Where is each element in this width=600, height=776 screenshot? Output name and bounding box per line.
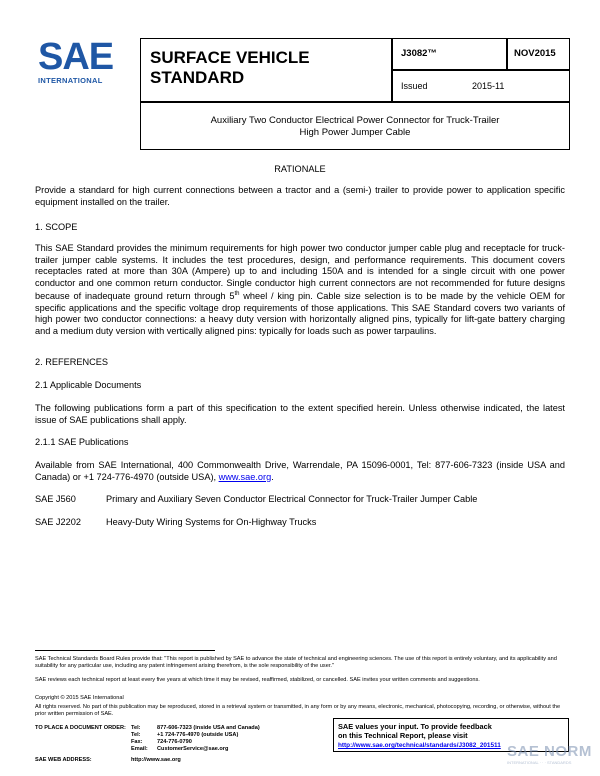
feedback-line2: on this Technical Report, please visit: [338, 731, 468, 740]
rationale-text: Provide a standard for high current connections between a tractor and a (semi-) trailer to provide power to application specific equipment installed on the trailer.: [35, 185, 565, 207]
doc-id: J3082™: [401, 48, 437, 59]
standard-type-line1: SURFACE VEHICLE: [150, 48, 310, 67]
watermark-subtext: INTERNATIONAL · · · STANDARDS: [507, 760, 572, 765]
scope-text: [35, 243, 565, 337]
feedback-line1: SAE values your input. To provide feedback: [338, 722, 492, 731]
watermark: [507, 743, 597, 773]
footer-divider: [35, 650, 215, 651]
fax-label: Fax:: [131, 739, 143, 745]
standard-type-line2: STANDARD: [150, 68, 245, 87]
doc-title-line1: Auxiliary Two Conductor Electrical Power Connector for Truck-Trailer: [210, 115, 500, 126]
feedback-link[interactable]: http://www.sae.org/technical/standards/J3082_201511: [338, 742, 501, 749]
scope-heading: 1. SCOPE: [35, 222, 78, 232]
scope-superscript: th: [234, 291, 240, 297]
tel-label: Tel:: [131, 725, 141, 731]
logo-subtitle: INTERNATIONAL: [38, 76, 103, 85]
rationale-heading: RATIONALE: [274, 164, 326, 174]
available-text-end: .: [271, 471, 274, 482]
references-heading: 2. REFERENCES: [35, 357, 109, 367]
web-value[interactable]: http://www.sae.org: [131, 757, 181, 763]
watermark-text: SAE NORM: [507, 743, 592, 760]
doc-id-box: [392, 38, 507, 70]
issued-value: 2015-11: [472, 81, 505, 91]
sae-website-link[interactable]: www.sae.org: [218, 471, 272, 482]
footer-review: SAE reviews each technical report at least every five years at which time it may be revised, reaffirmed, stabilized, or cancelled. SAE invites your written comments and suggestions.: [35, 677, 480, 683]
web-label: SAE WEB ADDRESS:: [35, 757, 92, 763]
ref-title: Primary and Auxiliary Seven Conductor Electrical Connector for Truck-Trailer Jumper Cable: [106, 494, 478, 504]
footer-copyright: Copyright © 2015 SAE International: [35, 695, 124, 701]
available-text-main: Available from SAE International, 400 Commonwealth Drive, Warrendale, PA 15096-0001, Tel: 877-606-7323 (inside USA and Canada) or +1 724-776-4970 (outside USA),: [35, 460, 565, 482]
issued-box: [392, 70, 570, 102]
doc-date: NOV2015: [514, 48, 556, 59]
tel2-value: +1 724-776-4970 (outside USA): [157, 732, 239, 738]
fax-value: 724-776-0790: [157, 739, 192, 745]
doc-title: [141, 115, 569, 139]
issued-label: Issued: [401, 81, 428, 91]
applicable-text: The following publications form a part of this specification to the extent specified herein. Unless otherwise indicated, the latest issue of SAE publications shall apply.: [35, 403, 565, 425]
tel2-label: Tel:: [131, 732, 141, 738]
standard-type: [150, 48, 310, 88]
scope-text-part1: This SAE Standard provides the minimum requirements for high power two conductor jumper cable plug and receptacle for truck-trailer jumper cable systems. It includes the test procedures, design, and performance requirements. This document covers receptacles rated at more than 30A (Ampere) up to and including 150A and is intended for a single circuit with one power conductor and one common return conductor. Single conductor high current connectors are not recommended for future designs because of inadequate ground return through 5: [35, 243, 565, 302]
order-label: TO PLACE A DOCUMENT ORDER:: [35, 725, 126, 731]
doc-title-line2: High Power Jumper Cable: [299, 127, 411, 138]
sae-logo: [38, 38, 124, 88]
doc-title-box: [140, 102, 570, 150]
tel-value: 877-606-7323 (inside USA and Canada): [157, 725, 260, 731]
email-label: Email:: [131, 746, 148, 752]
doc-date-box: [507, 38, 570, 70]
footer-rights: All rights reserved. No part of this publication may be reproduced, stored in a retrieval system or transmitted, in any form or by any means, electronic, mechanical, photocopying, recording, or otherwise, without the prior written permission of SAE.: [35, 704, 561, 717]
ref-code: SAE J2202: [35, 517, 81, 527]
available-text: [35, 460, 565, 483]
footer-rules: SAE Technical Standards Board Rules provide that: "This report is published by SAE to advance the state of technical and engineering sciences. The use of this report is entirely voluntary, and its applicability and suitability for any particular use, including any patent infringement arising therefrom, is the sole responsibility of the user.": [35, 656, 557, 669]
applicable-heading: 2.1 Applicable Documents: [35, 380, 142, 390]
email-value[interactable]: CustomerService@sae.org: [157, 746, 229, 752]
scope-text-part2: wheel / king pin. Cable size selection is to be made by the vehicle OEM for specific applications and the specific voltage drop requirements of those applications. This SAE Standard covers two variants of high power two conductor connections: a heavy duty version with horizontally aligned pins, typically for lift-gate battery charging and a medium duty version with vertically aligned pins: typically for loads such as power tarpaulins.: [35, 291, 565, 336]
ref-code: SAE J560: [35, 494, 76, 504]
sae-pubs-heading: 2.1.1 SAE Publications: [35, 437, 129, 447]
logo-letters: SAE: [38, 36, 114, 78]
ref-title: Heavy-Duty Wiring Systems for On-Highway Trucks: [106, 517, 317, 527]
